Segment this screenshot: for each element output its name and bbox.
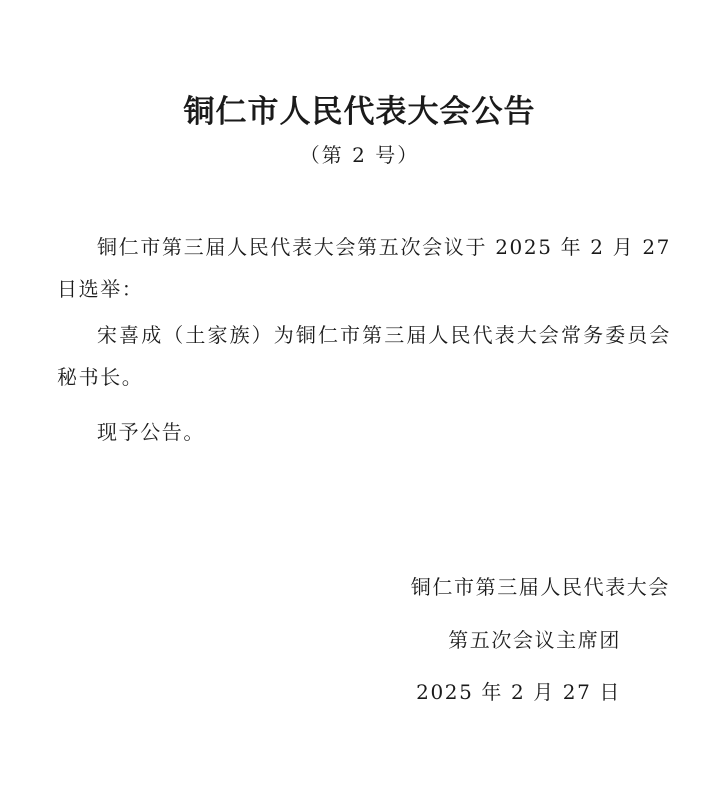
- issue-date: 2025 年 2 月 27 日: [416, 680, 621, 704]
- announcement-number: （第 2 号）: [299, 143, 420, 167]
- issuer-line-2: 第五次会议主席团: [448, 628, 621, 652]
- issuer-line-1: 铜仁市第三届人民代表大会: [410, 575, 670, 599]
- paragraph-election: 铜仁市第三届人民代表大会第五次会议于 2025 年 2 月 27 日选举：: [57, 235, 671, 301]
- paragraph-closing: 现予公告。: [97, 420, 205, 444]
- announcement-title: 铜仁市人民代表大会公告: [183, 94, 536, 130]
- paragraph-appointment: 宋喜成（土家族）为铜仁市第三届人民代表大会常务委员会秘书长。: [57, 323, 671, 389]
